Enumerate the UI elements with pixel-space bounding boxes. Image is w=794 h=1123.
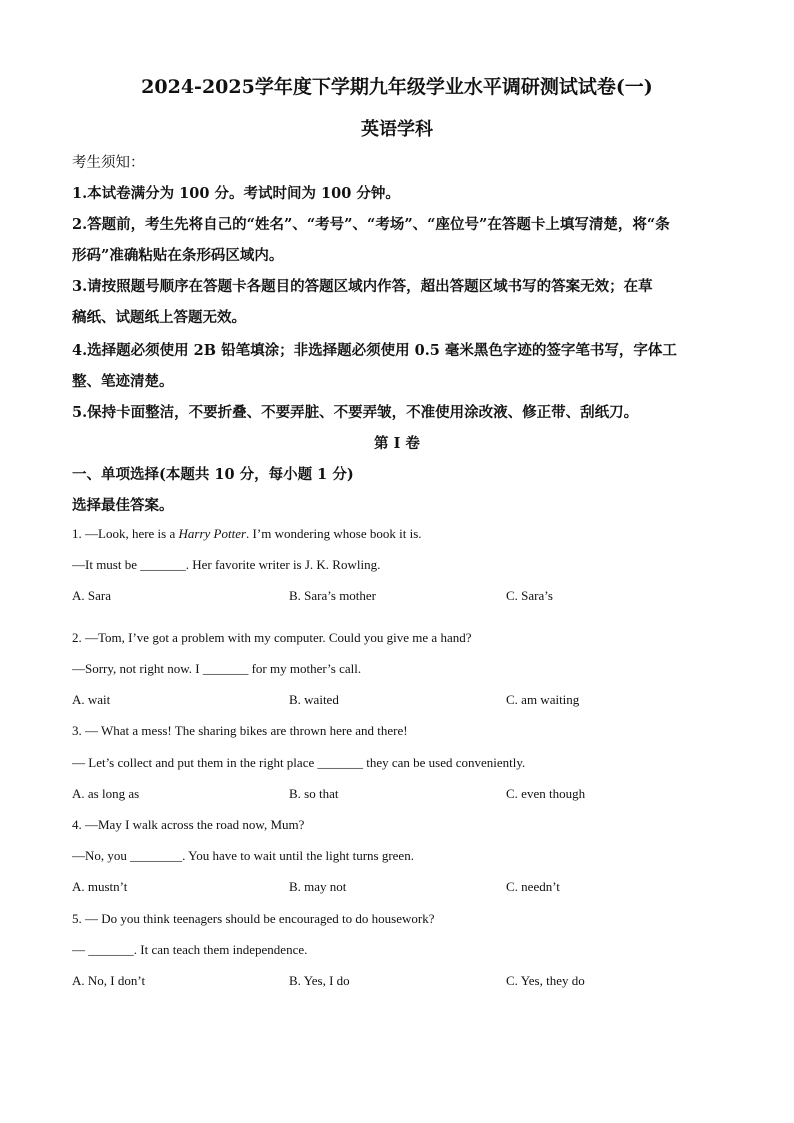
question-2-option-a: A. wait	[72, 692, 111, 707]
notice-item: 整、笔迹清楚。	[72, 373, 174, 390]
section-instruction: 选择最佳答案。	[72, 497, 174, 514]
question-5-stem: 5. — Do you think teenagers should be encouraged to do housework?	[72, 911, 435, 926]
book-title: Harry Potter	[178, 526, 247, 541]
exam-title: 2024-2025学年度下学期九年级学业水平调研测试试卷(一)	[141, 76, 653, 98]
notice-item: 4.选择题必须使用 2B 铅笔填涂；非选择题必须使用 0.5 毫米黑色字迹的签字笔书写，字体工	[72, 342, 677, 359]
question-1-line2: —It must be _______. Her favorite writer is J. K. Rowling.	[72, 557, 381, 572]
question-1-option-b: B. Sara’s mother	[289, 588, 377, 603]
question-3-option-a: A. as long as	[72, 786, 140, 801]
question-5-option-b: B. Yes, I do	[289, 973, 350, 988]
notice-item: 形码”准确粘贴在条形码区域内。	[72, 247, 284, 264]
notice-item: 1.本试卷满分为 100 分。考试时间为 100 分钟。	[72, 185, 400, 202]
question-5-option-c: C. Yes, they do	[506, 973, 585, 988]
question-3-option-c: C. even though	[506, 786, 586, 801]
question-5-option-a: A. No, I don’t	[72, 973, 146, 988]
notice-item: 2.答题前，考生先将自己的“姓名”、“考号”、“考场”、“座位号”在答题卡上填写清楚，将“条	[72, 216, 670, 233]
question-4-option-a: A. mustn’t	[72, 879, 128, 894]
notice-heading: 考生须知：	[72, 155, 145, 171]
question-3-option-b: B. so that	[289, 786, 339, 801]
question-2-option-c: C. am waiting	[506, 692, 580, 707]
question-4-option-c: C. needn’t	[506, 879, 560, 894]
notice-item: 稿纸、试题纸上答题无效。	[72, 309, 246, 326]
question-1-option-a: A. Sara	[72, 588, 111, 603]
question-1-stem: 1. —Look, here is a Harry Potter. I’m wondering whose book it is.	[72, 526, 422, 541]
question-1-option-c: C. Sara’s	[506, 588, 553, 603]
question-2-option-b: B. waited	[289, 692, 339, 707]
question-2-line2: —Sorry, not right now. I _______ for my mother’s call.	[72, 661, 362, 676]
question-4-line2: —No, you ________. You have to wait until the light turns green.	[72, 848, 414, 863]
notice-item: 5.保持卡面整洁，不要折叠、不要弄脏、不要弄皱，不准使用涂改液、修正带、刮纸刀。	[72, 404, 639, 421]
question-3-line2: — Let’s collect and put them in the right place _______ they can be used conveniently.	[72, 755, 526, 770]
section-heading: 一、单项选择(本题共 10 分，每小题 1 分)	[72, 466, 354, 483]
question-2-stem: 2. —Tom, I’ve got a problem with my computer. Could you give me a hand?	[72, 630, 472, 645]
question-5-line2: — _______. It can teach them independence.	[72, 942, 308, 957]
question-4-stem: 4. —May I walk across the road now, Mum?	[72, 817, 305, 832]
notice-item: 3.请按照题号顺序在答题卡各题目的答题区域内作答，超出答题区域书写的答案无效；在草	[72, 278, 653, 295]
subject-title: 英语学科	[361, 119, 433, 140]
question-3-stem: 3. — What a mess! The sharing bikes are thrown here and there!	[72, 723, 408, 738]
question-4-option-b: B. may not	[289, 879, 347, 894]
volume-label: 第 I 卷	[374, 435, 420, 452]
